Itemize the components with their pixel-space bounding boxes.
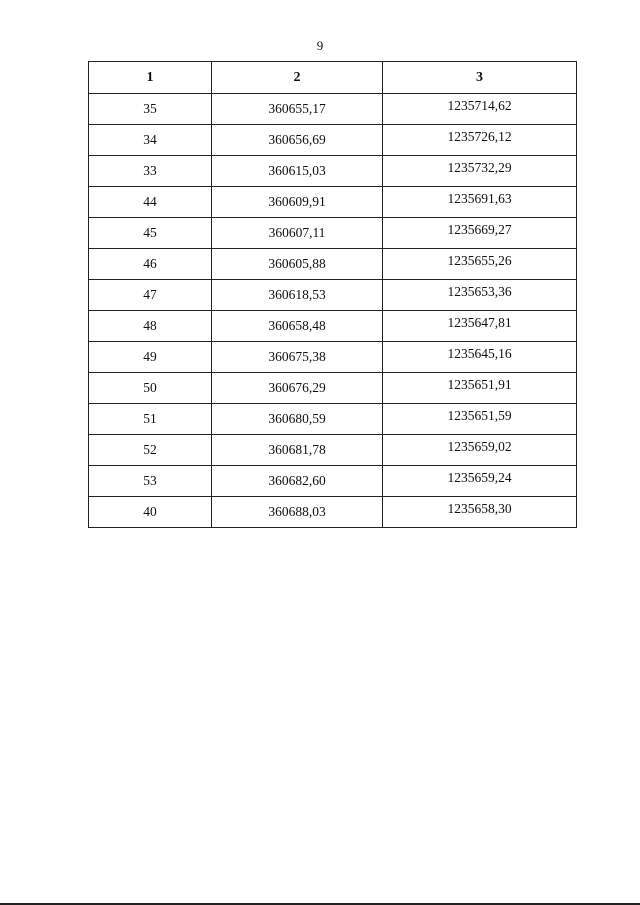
- point-number-cell: 53: [89, 466, 212, 497]
- coordinates-table: [88, 61, 577, 528]
- column-header: 3: [383, 62, 577, 94]
- table-row: [89, 435, 577, 466]
- x-coordinate-cell: 360609,91: [212, 187, 383, 218]
- x-coordinate-cell: 360656,69: [212, 125, 383, 156]
- point-number-cell: 33: [89, 156, 212, 187]
- point-number-cell: 45: [89, 218, 212, 249]
- point-number-cell: 46: [89, 249, 212, 280]
- table-row: [89, 125, 577, 156]
- point-number-cell: 47: [89, 280, 212, 311]
- table-row: [89, 218, 577, 249]
- column-header: 2: [212, 62, 383, 94]
- x-coordinate-cell: 360676,29: [212, 373, 383, 404]
- column-header: 1: [89, 62, 212, 94]
- point-number-cell: 50: [89, 373, 212, 404]
- table-row: [89, 94, 577, 125]
- x-coordinate-cell: 360655,17: [212, 94, 383, 125]
- table-row: [89, 311, 577, 342]
- table-header-row: [89, 62, 577, 94]
- y-coordinate-cell: 1235647,81: [383, 311, 577, 342]
- point-number-cell: 44: [89, 187, 212, 218]
- y-coordinate-cell: 1235714,62: [383, 94, 577, 125]
- point-number-cell: 34: [89, 125, 212, 156]
- x-coordinate-cell: 360607,11: [212, 218, 383, 249]
- table-row: [89, 156, 577, 187]
- point-number-cell: 49: [89, 342, 212, 373]
- y-coordinate-cell: 1235691,63: [383, 187, 577, 218]
- x-coordinate-cell: 360615,03: [212, 156, 383, 187]
- y-coordinate-cell: 1235659,02: [383, 435, 577, 466]
- table-row: [89, 373, 577, 404]
- y-coordinate-cell: 1235726,12: [383, 125, 577, 156]
- table-row: [89, 342, 577, 373]
- table-row: [89, 187, 577, 218]
- table-row: [89, 249, 577, 280]
- point-number-cell: 51: [89, 404, 212, 435]
- table-row: [89, 404, 577, 435]
- table-row: [89, 497, 577, 528]
- point-number-cell: 48: [89, 311, 212, 342]
- table-row: [89, 280, 577, 311]
- x-coordinate-cell: 360605,88: [212, 249, 383, 280]
- x-coordinate-cell: 360681,78: [212, 435, 383, 466]
- point-number-cell: 40: [89, 497, 212, 528]
- y-coordinate-cell: 1235669,27: [383, 218, 577, 249]
- x-coordinate-cell: 360682,60: [212, 466, 383, 497]
- x-coordinate-cell: 360658,48: [212, 311, 383, 342]
- y-coordinate-cell: 1235651,59: [383, 404, 577, 435]
- y-coordinate-cell: 1235659,24: [383, 466, 577, 497]
- table-row: [89, 466, 577, 497]
- page-number: 9: [316, 38, 324, 53]
- point-number-cell: 35: [89, 94, 212, 125]
- y-coordinate-cell: 1235653,36: [383, 280, 577, 311]
- y-coordinate-cell: 1235651,91: [383, 373, 577, 404]
- y-coordinate-cell: 1235655,26: [383, 249, 577, 280]
- point-number-cell: 52: [89, 435, 212, 466]
- y-coordinate-cell: 1235645,16: [383, 342, 577, 373]
- x-coordinate-cell: 360680,59: [212, 404, 383, 435]
- x-coordinate-cell: 360618,53: [212, 280, 383, 311]
- x-coordinate-cell: 360688,03: [212, 497, 383, 528]
- y-coordinate-cell: 1235658,30: [383, 497, 577, 528]
- x-coordinate-cell: 360675,38: [212, 342, 383, 373]
- y-coordinate-cell: 1235732,29: [383, 156, 577, 187]
